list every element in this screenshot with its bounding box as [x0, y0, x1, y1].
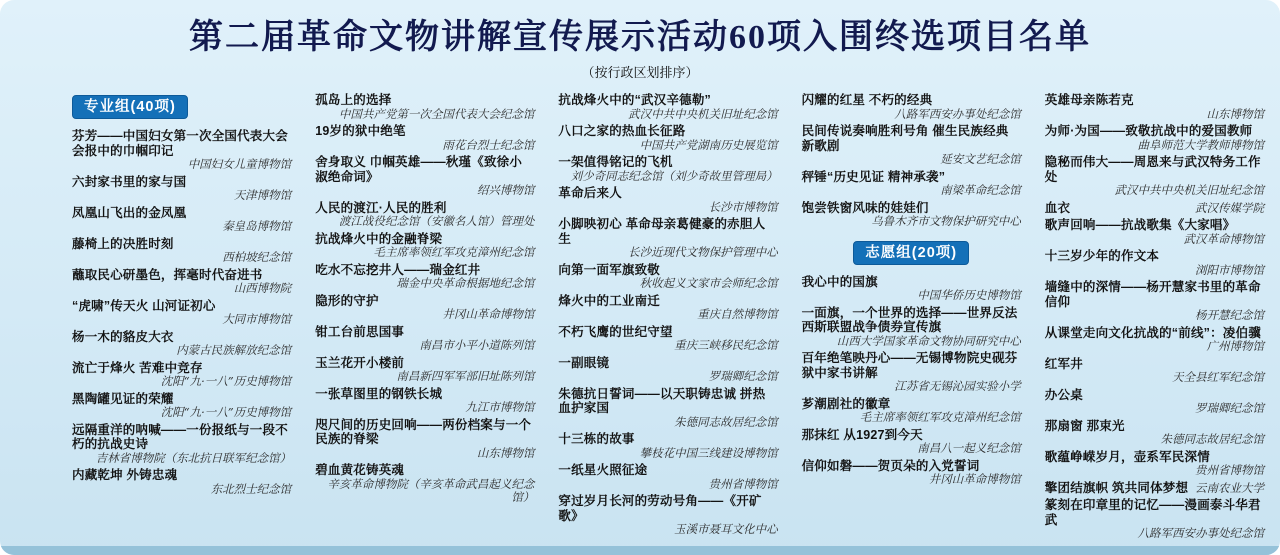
entry-org: 攀枝花中国三线建设博物馆 — [639, 445, 778, 460]
list-entry — [802, 459, 1021, 487]
entry-org: 江苏省无锡沁园实验小学 — [894, 379, 1021, 393]
entry-title: 我心中的国旗 — [801, 274, 878, 289]
list-entry — [558, 325, 777, 353]
entry-org: 乌鲁木齐市文物保护研究中心 — [871, 214, 1021, 228]
entry-org: 九江市博物馆 — [465, 400, 535, 414]
list-entry — [558, 356, 777, 384]
list-entry — [72, 175, 291, 203]
list-entry — [315, 418, 534, 461]
list-entry — [802, 275, 1021, 303]
entry-title: 向第一面军旗致敬 — [558, 262, 660, 277]
entry-title: 一纸星火照征途 — [558, 463, 648, 477]
list-entry — [1045, 218, 1264, 246]
group-badge-row — [802, 241, 1021, 265]
list-entry — [1045, 326, 1264, 354]
entry-org: 浏阳市博物馆 — [1194, 262, 1264, 277]
entry-org: 玉溪市聂耳文化中心 — [674, 522, 778, 536]
entry-title: 玉兰花开小楼前 — [315, 355, 405, 370]
entry-title: 碧血黄花铸英魂 — [315, 463, 405, 477]
list-entry — [1045, 498, 1264, 541]
list-entry — [802, 351, 1021, 394]
list-entry — [72, 206, 291, 234]
entry-org: 延安文艺纪念馆 — [940, 152, 1021, 166]
entry-title: 十三栋的故事 — [558, 432, 635, 446]
entry-title: 办公桌 — [1044, 387, 1083, 402]
list-entry — [802, 428, 1021, 456]
list-entry — [1045, 280, 1264, 323]
entry-org: 秋收起义文家市会师纪念馆 — [639, 276, 778, 290]
list-entry — [315, 155, 534, 198]
list-entry — [1045, 419, 1264, 447]
entry-org: 山东博物馆 — [1206, 106, 1264, 121]
list-entry — [1045, 357, 1264, 385]
entry-title: 黑陶罐见证的荣耀 — [72, 391, 174, 406]
list-entry — [558, 463, 777, 491]
list-entry — [558, 93, 777, 121]
entry-title: 杨一木的貉皮大衣 — [72, 329, 174, 344]
entry-org: 大同市博物馆 — [222, 312, 292, 326]
entry-org: 武汉传媒学院 — [1194, 200, 1264, 215]
entry-org: 贵州省博物馆 — [708, 476, 778, 491]
entry-title: 一副眼镜 — [558, 355, 610, 370]
entry-org: 沈阳“九·一八”历史博物馆 — [160, 405, 292, 419]
entry-org: 山西大学国家革命文物协同研究中心 — [836, 333, 1021, 348]
entry-org: 八路军西安办事处纪念馆 — [1137, 526, 1264, 540]
entry-title: 六封家书里的家与国 — [72, 174, 187, 189]
entry-org: 绍兴博物馆 — [476, 183, 535, 197]
entry-org: 中国妇女儿童博物馆 — [187, 157, 292, 171]
list-entry — [558, 263, 777, 291]
list-entry — [802, 306, 1021, 349]
entry-org: 雨花台烈士纪念馆 — [442, 137, 535, 152]
entries-grid — [0, 80, 1280, 555]
entry-title: 芗潮剧社的徽章 — [801, 396, 891, 411]
entry-title: 英雄母亲陈若克 — [1044, 93, 1134, 107]
entry-title: 流亡于烽火 苦难中竞存 — [72, 360, 203, 375]
list-entry — [1045, 481, 1264, 496]
entry-title: 一张草图里的钢铁长城 — [315, 386, 443, 401]
entry-title: 那扇窗 那束光 — [1044, 418, 1125, 433]
entry-title: 烽火中的工业南迁 — [558, 293, 660, 308]
entry-title: 小脚映初心 革命母亲葛健豪的赤胆人生 — [558, 217, 766, 246]
list-entry — [1045, 201, 1264, 216]
group-badge-volunteer: 志愿组(20项) — [853, 241, 969, 265]
entry-title: 那抹红 从1927到今天 — [801, 427, 923, 442]
list-entry — [1045, 124, 1264, 152]
column-5 — [1045, 93, 1264, 544]
list-entry — [72, 129, 291, 172]
entry-title: 吃水不忘挖井人——瑞金红井 — [315, 262, 481, 277]
list-entry — [802, 397, 1021, 425]
entry-org: 毛主席率领红军攻克漳州纪念馆 — [373, 245, 535, 259]
entry-title: 八口之家的热血长征路 — [558, 124, 686, 138]
entry-title: 篆刻在印章里的记忆——漫画泰斗华君武 — [1044, 498, 1261, 527]
list-entry — [1045, 450, 1264, 478]
list-entry — [72, 237, 291, 265]
entry-org: 朱德同志故居纪念馆 — [1160, 432, 1264, 446]
list-entry — [1045, 93, 1264, 121]
entry-org: 云南农业大学 — [1194, 480, 1264, 495]
list-entry — [558, 432, 777, 460]
entry-org: 吉林省博物院（东北抗日联军纪念馆） — [95, 450, 292, 465]
entry-title: 内藏乾坤 外铸忠魂 — [72, 468, 178, 482]
entry-title: 血衣 — [1044, 200, 1071, 215]
entry-org: 沈阳“九·一八”历史博物馆 — [160, 374, 292, 388]
entry-title: 抗战烽火中的金融脊梁 — [315, 231, 443, 246]
entry-title: 穿过岁月长河的劳动号角——《开矿歌》 — [558, 494, 762, 523]
list-entry — [558, 186, 777, 214]
entry-org: 内蒙古民族解放纪念馆 — [176, 343, 292, 357]
entry-title: 从课堂走向文化抗战的“前线”：凌伯骥 — [1044, 325, 1261, 340]
entry-org: 曲阜师范大学教师博物馆 — [1137, 137, 1264, 152]
entry-org: 武汉中共中央机关旧址纪念馆 — [628, 106, 778, 121]
entry-org: 天津博物馆 — [233, 188, 292, 202]
entry-title: 朱德抗日誓词——以天职铸忠诚 拼热血护家国 — [558, 386, 766, 415]
entry-title: 咫尺间的历史回响——两份档案与一个民族的脊梁 — [315, 417, 532, 446]
entry-title: 不朽飞鹰的世纪守望 — [558, 324, 673, 339]
entry-org: 杨开慧纪念馆 — [1194, 308, 1264, 322]
entry-title: 芬芳——中国妇女第一次全国代表大会会报中的巾帼印记 — [72, 129, 288, 158]
column-2 — [315, 93, 534, 544]
entry-title: 藤椅上的决胜时刻 — [72, 236, 174, 251]
entry-title: 抗战烽火中的“武汉辛德勒” — [558, 93, 711, 107]
list-entry — [802, 124, 1021, 167]
column-1 — [72, 93, 291, 544]
entry-org: 毛主席率领红军攻克漳州纪念馆 — [859, 410, 1021, 424]
entry-org: 长沙近现代文物保护管理中心 — [628, 245, 778, 259]
entry-org: 中国共产党湖南历史展览馆 — [639, 137, 778, 152]
entry-title: 民间传说奏响胜利号角 催生民族经典新歌剧 — [801, 124, 1009, 153]
list-entry — [315, 463, 534, 505]
entry-title: 隐秘而伟大——周恩来与武汉特务工作处 — [1044, 155, 1261, 184]
entry-title: 远隔重洋的呐喊——一份报纸与一段不朽的抗战史诗 — [72, 422, 288, 451]
entry-org: 贵州省博物馆 — [1194, 463, 1264, 477]
entry-org: 西柏坡纪念馆 — [222, 250, 292, 264]
entry-org: 重庆自然博物馆 — [697, 307, 778, 321]
list-entry — [72, 299, 291, 327]
list-entry — [72, 392, 291, 420]
entry-title: 钳工台前思国事 — [315, 324, 405, 339]
entry-title: 歌声回响——抗战歌集《大家唱》 — [1044, 218, 1236, 232]
entry-org: 辛亥革命博物院（辛亥革命武昌起义纪念馆） — [327, 476, 535, 504]
entry-title: 孤岛上的选择 — [315, 93, 392, 107]
entry-org: 八路军西安办事处纪念馆 — [894, 106, 1021, 121]
entry-title: 歌蕴峥嵘岁月，壶系军民深情 — [1044, 449, 1210, 464]
entry-title: 人民的渡江·人民的胜利 — [315, 200, 447, 215]
entry-org: 中国华侨历史博物馆 — [917, 288, 1021, 302]
list-entry — [72, 361, 291, 389]
entry-title: 饱尝铁窗风味的娃娃们 — [801, 200, 929, 215]
entry-title: 革命后来人 — [558, 186, 622, 200]
list-entry — [315, 201, 534, 229]
list-entry — [315, 93, 534, 121]
entry-title: 百年绝笔映丹心——无锡博物院史砚芬狱中家书讲解 — [801, 351, 1018, 380]
entry-org: 瑞金中央革命根据地纪念馆 — [396, 276, 535, 290]
entry-org: 天全县红军纪念馆 — [1171, 370, 1264, 384]
entry-title: 一架值得铭记的飞机 — [558, 155, 673, 169]
list-entry — [802, 201, 1021, 229]
entry-title: 红军井 — [1044, 356, 1083, 371]
list-entry — [1045, 249, 1264, 277]
entry-org: 井冈山革命博物馆 — [928, 472, 1021, 486]
entry-org: 中国共产党第一次全国代表大会纪念馆 — [338, 106, 535, 121]
list-entry — [1045, 388, 1264, 416]
entry-org: 罗瑞卿纪念馆 — [1194, 401, 1264, 415]
entry-org: 东北烈士纪念馆 — [210, 481, 292, 496]
page-title: 第二届革命文物讲解宣传展示活动60项入围终选项目名单 — [189, 19, 1091, 56]
entry-org: 广州博物馆 — [1206, 339, 1264, 353]
list-entry — [315, 124, 534, 152]
entry-org: 朱德同志故居纪念馆 — [674, 414, 778, 429]
list-entry — [315, 387, 534, 415]
entry-org: 罗瑞卿纪念馆 — [708, 369, 778, 383]
list-entry — [72, 423, 291, 466]
list-entry — [315, 294, 534, 322]
entry-org: 武汉革命博物馆 — [1183, 231, 1264, 246]
entry-title: 十三岁少年的作文本 — [1044, 249, 1160, 263]
entry-org: 山西博物院 — [233, 281, 292, 295]
entry-org: 武汉中共中央机关旧址纪念馆 — [1114, 183, 1264, 197]
list-entry — [315, 356, 534, 384]
entry-title: 信仰如磐——贺页朵的入党誓词 — [801, 458, 980, 473]
list-entry — [558, 294, 777, 322]
entry-org: 刘少奇同志纪念馆（刘少奇故里管理局） — [570, 168, 778, 183]
page-subtitle: （按行政区划排序） — [581, 65, 699, 80]
entry-org: 山东博物馆 — [476, 445, 535, 460]
entry-title: 隐形的守护 — [315, 293, 379, 308]
list-entry — [802, 93, 1021, 121]
entry-title: 19岁的狱中绝笔 — [315, 124, 406, 138]
list-entry — [72, 268, 291, 296]
list-entry — [72, 330, 291, 358]
list-entry — [315, 263, 534, 291]
entry-title: 一面旗，一个世界的选择——世界反法西斯联盟战争债券宣传旗 — [801, 305, 1018, 334]
entry-title: 舍身取义 巾帼英雄——秋瑾《致徐小淑绝命词》 — [315, 155, 523, 184]
list-entry — [1045, 155, 1264, 198]
entry-org: 长沙市博物馆 — [708, 199, 778, 214]
list-entry — [558, 387, 777, 430]
list-entry — [315, 325, 534, 353]
list-entry — [315, 232, 534, 260]
entry-org: 井冈山革命博物馆 — [442, 307, 535, 321]
column-4 — [802, 93, 1021, 544]
entry-org: 渡江战役纪念馆（安徽名人馆）管理处 — [338, 214, 535, 228]
entry-title: 闪耀的红星 不朽的经典 — [801, 93, 933, 107]
entry-title: 秤锤“历史见证 精神承袭” — [801, 169, 946, 184]
list-entry — [72, 468, 291, 496]
list-entry — [558, 155, 777, 183]
entry-org: 秦皇岛博物馆 — [222, 219, 292, 233]
entry-title: “虎啸”传天火 山河证初心 — [72, 298, 216, 313]
column-3 — [558, 93, 777, 544]
entry-org: 重庆三峡移民纪念馆 — [674, 338, 778, 352]
entry-title: 为师·为国——致敬抗战中的爱国教师 — [1044, 124, 1253, 138]
entry-title: 蘸取民心研墨色，挥毫时代奋进书 — [72, 267, 263, 282]
list-entry — [558, 124, 777, 152]
group-badge-row — [72, 95, 291, 119]
entry-title: 凤凰山飞出的金凤凰 — [72, 205, 187, 220]
entry-title: 墙缝中的深情——杨开慧家书里的革命信仰 — [1044, 280, 1261, 309]
entry-org: 南昌八一起义纪念馆 — [917, 441, 1021, 455]
list-entry — [802, 170, 1021, 198]
entry-org: 南梁革命纪念馆 — [940, 183, 1021, 197]
list-entry — [558, 494, 777, 537]
entry-org: 南昌市小平小道陈列馆 — [419, 338, 535, 352]
entry-org: 南昌新四军军部旧址陈列馆 — [396, 369, 535, 383]
group-badge-professional: 专业组(40项) — [72, 95, 188, 119]
entry-title: 擎团结旗帜 筑共同体梦想 — [1044, 480, 1189, 495]
list-entry — [558, 217, 777, 260]
